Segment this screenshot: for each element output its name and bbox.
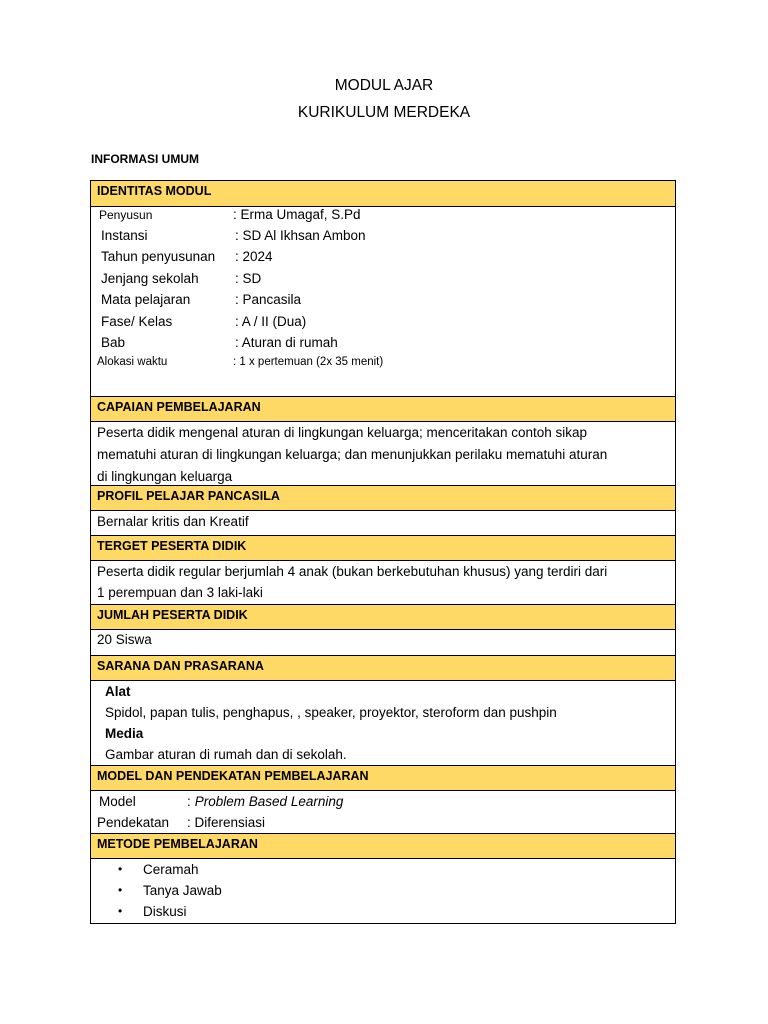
identitas-header: IDENTITAS MODUL [91, 181, 675, 207]
metode-item: Ceramah [143, 862, 199, 877]
bullet-icon: • [118, 904, 123, 918]
alat-text: Spidol, papan tulis, penghapus, , speaker, proyektor, steroform dan pushpin [105, 705, 557, 720]
bullet-icon: • [118, 862, 123, 876]
target-line: 1 perempuan dan 3 laki-laki [97, 585, 263, 600]
media-text: Gambar aturan di rumah dan di sekolah. [105, 747, 347, 762]
alat-label: Alat [105, 684, 131, 699]
identitas-value: : Erma Umagaf, S.Pd [233, 207, 361, 222]
model-header: MODEL DAN PENDEKATAN PEMBELAJARAN [91, 765, 675, 791]
bullet-icon: • [118, 883, 123, 897]
model-colon: : [187, 794, 191, 809]
identitas-label: Mata pelajaran [101, 292, 191, 307]
identitas-row [97, 228, 669, 249]
metode-header: METODE PEMBELAJARAN [91, 833, 675, 859]
pendekatan-label: Pendekatan [97, 815, 170, 830]
capaian-line: di lingkungan keluarga [97, 469, 233, 484]
list-item [91, 880, 675, 901]
identitas-value: : Pancasila [235, 292, 302, 307]
identitas-label: Alokasi waktu [97, 356, 168, 368]
identitas-row [97, 249, 669, 271]
identitas-row [97, 292, 669, 314]
identitas-value: : SD [235, 271, 262, 286]
identitas-label: Fase/ Kelas [101, 314, 173, 329]
target-body [91, 561, 675, 604]
media-label: Media [105, 726, 144, 741]
capaian-line: Peserta didik mengenal aturan di lingkungan keluarga; menceritakan contoh sikap [97, 425, 588, 440]
sarana-header: SARANA DAN PRASARANA [91, 655, 675, 681]
capaian-body [91, 422, 675, 485]
metode-item: Diskusi [143, 904, 187, 919]
identitas-label: Jenjang sekolah [101, 271, 199, 286]
document-subtitle: KURIKULUM MERDEKA [297, 104, 471, 121]
target-header: TERGET PESERTA DIDIK [91, 535, 675, 561]
pendekatan-value: : Diferensiasi [187, 815, 266, 830]
model-value: Problem Based Learning [194, 794, 344, 809]
profil-body [91, 511, 675, 535]
module-table [90, 180, 676, 924]
model-body [91, 791, 675, 833]
metode-list [91, 859, 675, 923]
model-row [97, 791, 669, 812]
identitas-value: : 2024 [235, 249, 273, 264]
capaian-header: CAPAIAN PEMBELAJARAN [91, 396, 675, 422]
identitas-label: Penyusun [99, 208, 153, 222]
model-label: Model [99, 794, 136, 809]
sarana-body [91, 681, 675, 765]
jumlah-header: JUMLAH PESERTA DIDIK [91, 604, 675, 630]
identitas-row [97, 271, 669, 292]
identitas-label: Instansi [101, 228, 148, 243]
target-line: Peserta didik regular berjumlah 4 anak (bukan berkebutuhan khusus) yang terdiri dari [97, 564, 608, 579]
identitas-row [97, 207, 669, 228]
identitas-row [97, 356, 669, 377]
identitas-body [91, 207, 675, 396]
identitas-label: Tahun penyusunan [101, 249, 216, 264]
identitas-value: : SD Al Ikhsan Ambon [235, 228, 366, 243]
metode-item: Tanya Jawab [143, 883, 222, 898]
capaian-line: mematuhi aturan di lingkungan keluarga; dan menunjukkan perilaku mematuhi aturan [97, 447, 608, 462]
identitas-value: : Aturan di rumah [235, 335, 338, 350]
document-title: MODUL AJAR [334, 77, 434, 94]
jumlah-body [91, 630, 675, 655]
jumlah-text: 20 Siswa [97, 632, 152, 647]
identitas-value: : A / II (Dua) [235, 314, 307, 329]
identitas-value: : 1 x pertemuan (2x 35 menit) [233, 356, 384, 368]
identitas-row [97, 314, 669, 335]
identitas-row [97, 335, 669, 356]
profil-header: PROFIL PELAJAR PANCASILA [91, 485, 675, 511]
list-item [91, 859, 675, 880]
pendekatan-row [97, 812, 669, 833]
profil-text: Bernalar kritis dan Kreatif [97, 514, 249, 529]
identitas-label: Bab [101, 335, 126, 350]
section-heading: INFORMASI UMUM [91, 152, 199, 166]
list-item [91, 901, 675, 922]
